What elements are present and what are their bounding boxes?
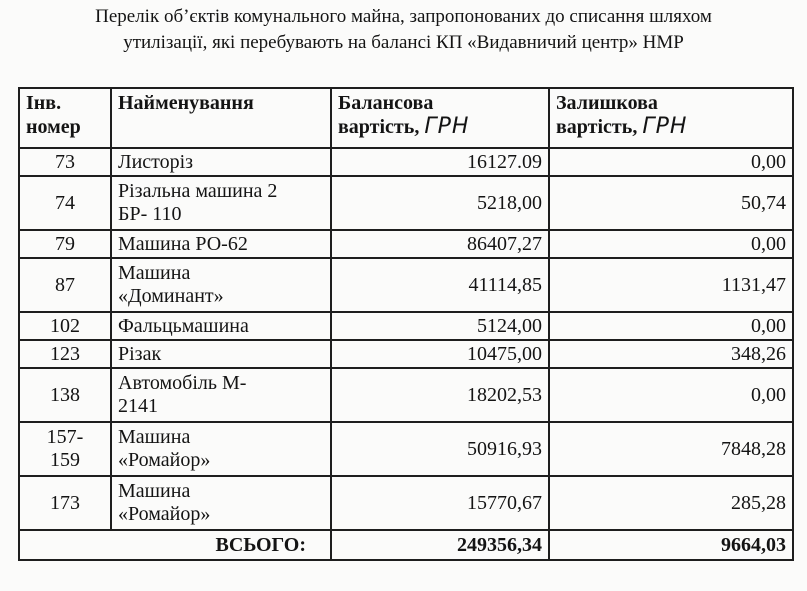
table-header-row [19, 88, 793, 148]
cell-item-name [111, 312, 331, 340]
heading-line-2: утилізації, які перебувають на балансі КП «Видавничий центр» НМР [123, 32, 684, 53]
cell-residual-value: 7848,28 [549, 422, 793, 476]
header-inventory-number [19, 88, 111, 148]
table-row [19, 368, 793, 422]
item-name-line: Різальна машина 2 [118, 180, 278, 202]
cell-balance-value: 41114,85 [331, 258, 549, 312]
heading-line-1: Перелік об’єктів комунального майна, запропонованих до списання шляхом [95, 6, 712, 27]
header-inv-line-2: номер [26, 116, 81, 138]
cell-inventory-number [19, 230, 111, 258]
handwritten-unit-residual: ГРН [642, 114, 688, 139]
inventory-number-line: 87 [55, 273, 75, 296]
cell-item-name [111, 368, 331, 422]
cell-residual-value: 0,00 [549, 230, 793, 258]
item-name-line: Фальцьмашина [118, 314, 249, 337]
cell-residual-value: 348,26 [549, 340, 793, 368]
cell-balance-value: 15770,67 [331, 476, 549, 530]
handwritten-unit-balance: ГРН [424, 114, 470, 139]
cell-item-name [111, 476, 331, 530]
item-name-line: БР- 110 [118, 203, 182, 225]
table-row [19, 312, 793, 340]
cell-residual-value: 0,00 [549, 368, 793, 422]
header-residual-value [549, 88, 793, 148]
header-balance-line-1: Балансова [338, 92, 434, 114]
item-name-line: Машина РО-62 [118, 232, 248, 255]
item-name-line: «Доминант» [118, 285, 224, 307]
cell-residual-value: 50,74 [549, 176, 793, 230]
total-label: ВСЬОГО: [19, 530, 331, 560]
cell-item-name [111, 148, 331, 176]
item-name-line: Машина [118, 262, 191, 284]
total-residual: 9664,03 [549, 530, 793, 560]
cell-balance-value: 10475,00 [331, 340, 549, 368]
cell-balance-value: 5124,00 [331, 312, 549, 340]
cell-item-name [111, 230, 331, 258]
table-row [19, 258, 793, 312]
item-name-line: Автомобіль М- [118, 372, 247, 394]
item-name-line: 2141 [118, 395, 158, 417]
inventory-number-line: 102 [50, 314, 80, 337]
cell-inventory-number [19, 148, 111, 176]
inventory-table [18, 87, 794, 561]
total-balance: 249356,34 [331, 530, 549, 560]
table-row [19, 422, 793, 476]
inventory-number-line: 79 [55, 232, 75, 255]
item-name-line: «Ромайор» [118, 503, 211, 525]
total-row [19, 530, 793, 560]
inventory-number-line: 74 [55, 191, 75, 214]
header-residual-line-1: Залишкова [556, 92, 658, 114]
cell-residual-value: 0,00 [549, 312, 793, 340]
cell-balance-value: 18202,53 [331, 368, 549, 422]
cell-item-name [111, 422, 331, 476]
header-name-label: Найменування [118, 92, 254, 114]
inventory-number-line: 123 [50, 342, 80, 365]
header-balance-value [331, 88, 549, 148]
header-name [111, 88, 331, 148]
header-inv-line-1: Інв. [26, 92, 62, 114]
cell-inventory-number [19, 368, 111, 422]
cell-inventory-number [19, 340, 111, 368]
item-name-line: Машина [118, 480, 191, 502]
cell-inventory-number [19, 422, 111, 476]
inventory-number-line: 173 [50, 491, 80, 514]
inventory-number-line: 159 [50, 449, 80, 471]
cell-inventory-number [19, 176, 111, 230]
cell-residual-value: 285,28 [549, 476, 793, 530]
cell-item-name [111, 340, 331, 368]
cell-balance-value: 86407,27 [331, 230, 549, 258]
table-row [19, 176, 793, 230]
header-balance-line-2: вартість, [338, 116, 420, 138]
cell-balance-value: 50916,93 [331, 422, 549, 476]
cell-inventory-number [19, 476, 111, 530]
item-name-line: Листоріз [118, 150, 194, 173]
header-residual-line-2: вартість, [556, 116, 638, 138]
cell-balance-value: 5218,00 [331, 176, 549, 230]
table-body [19, 148, 793, 530]
inventory-number-line: 73 [55, 150, 75, 173]
inventory-number-line: 138 [50, 383, 80, 406]
item-name-line: Різак [118, 342, 162, 365]
table-row [19, 148, 793, 176]
cell-inventory-number [19, 312, 111, 340]
cell-item-name [111, 258, 331, 312]
cell-item-name [111, 176, 331, 230]
cell-residual-value: 0,00 [549, 148, 793, 176]
item-name-line: Машина [118, 426, 191, 448]
cell-inventory-number [19, 258, 111, 312]
document-heading [0, 4, 807, 56]
item-name-line: «Ромайор» [118, 449, 211, 471]
table-row [19, 230, 793, 258]
inventory-number-line: 157- [46, 426, 84, 448]
cell-balance-value: 16127.09 [331, 148, 549, 176]
table-row [19, 476, 793, 530]
table-row [19, 340, 793, 368]
cell-residual-value: 1131,47 [549, 258, 793, 312]
